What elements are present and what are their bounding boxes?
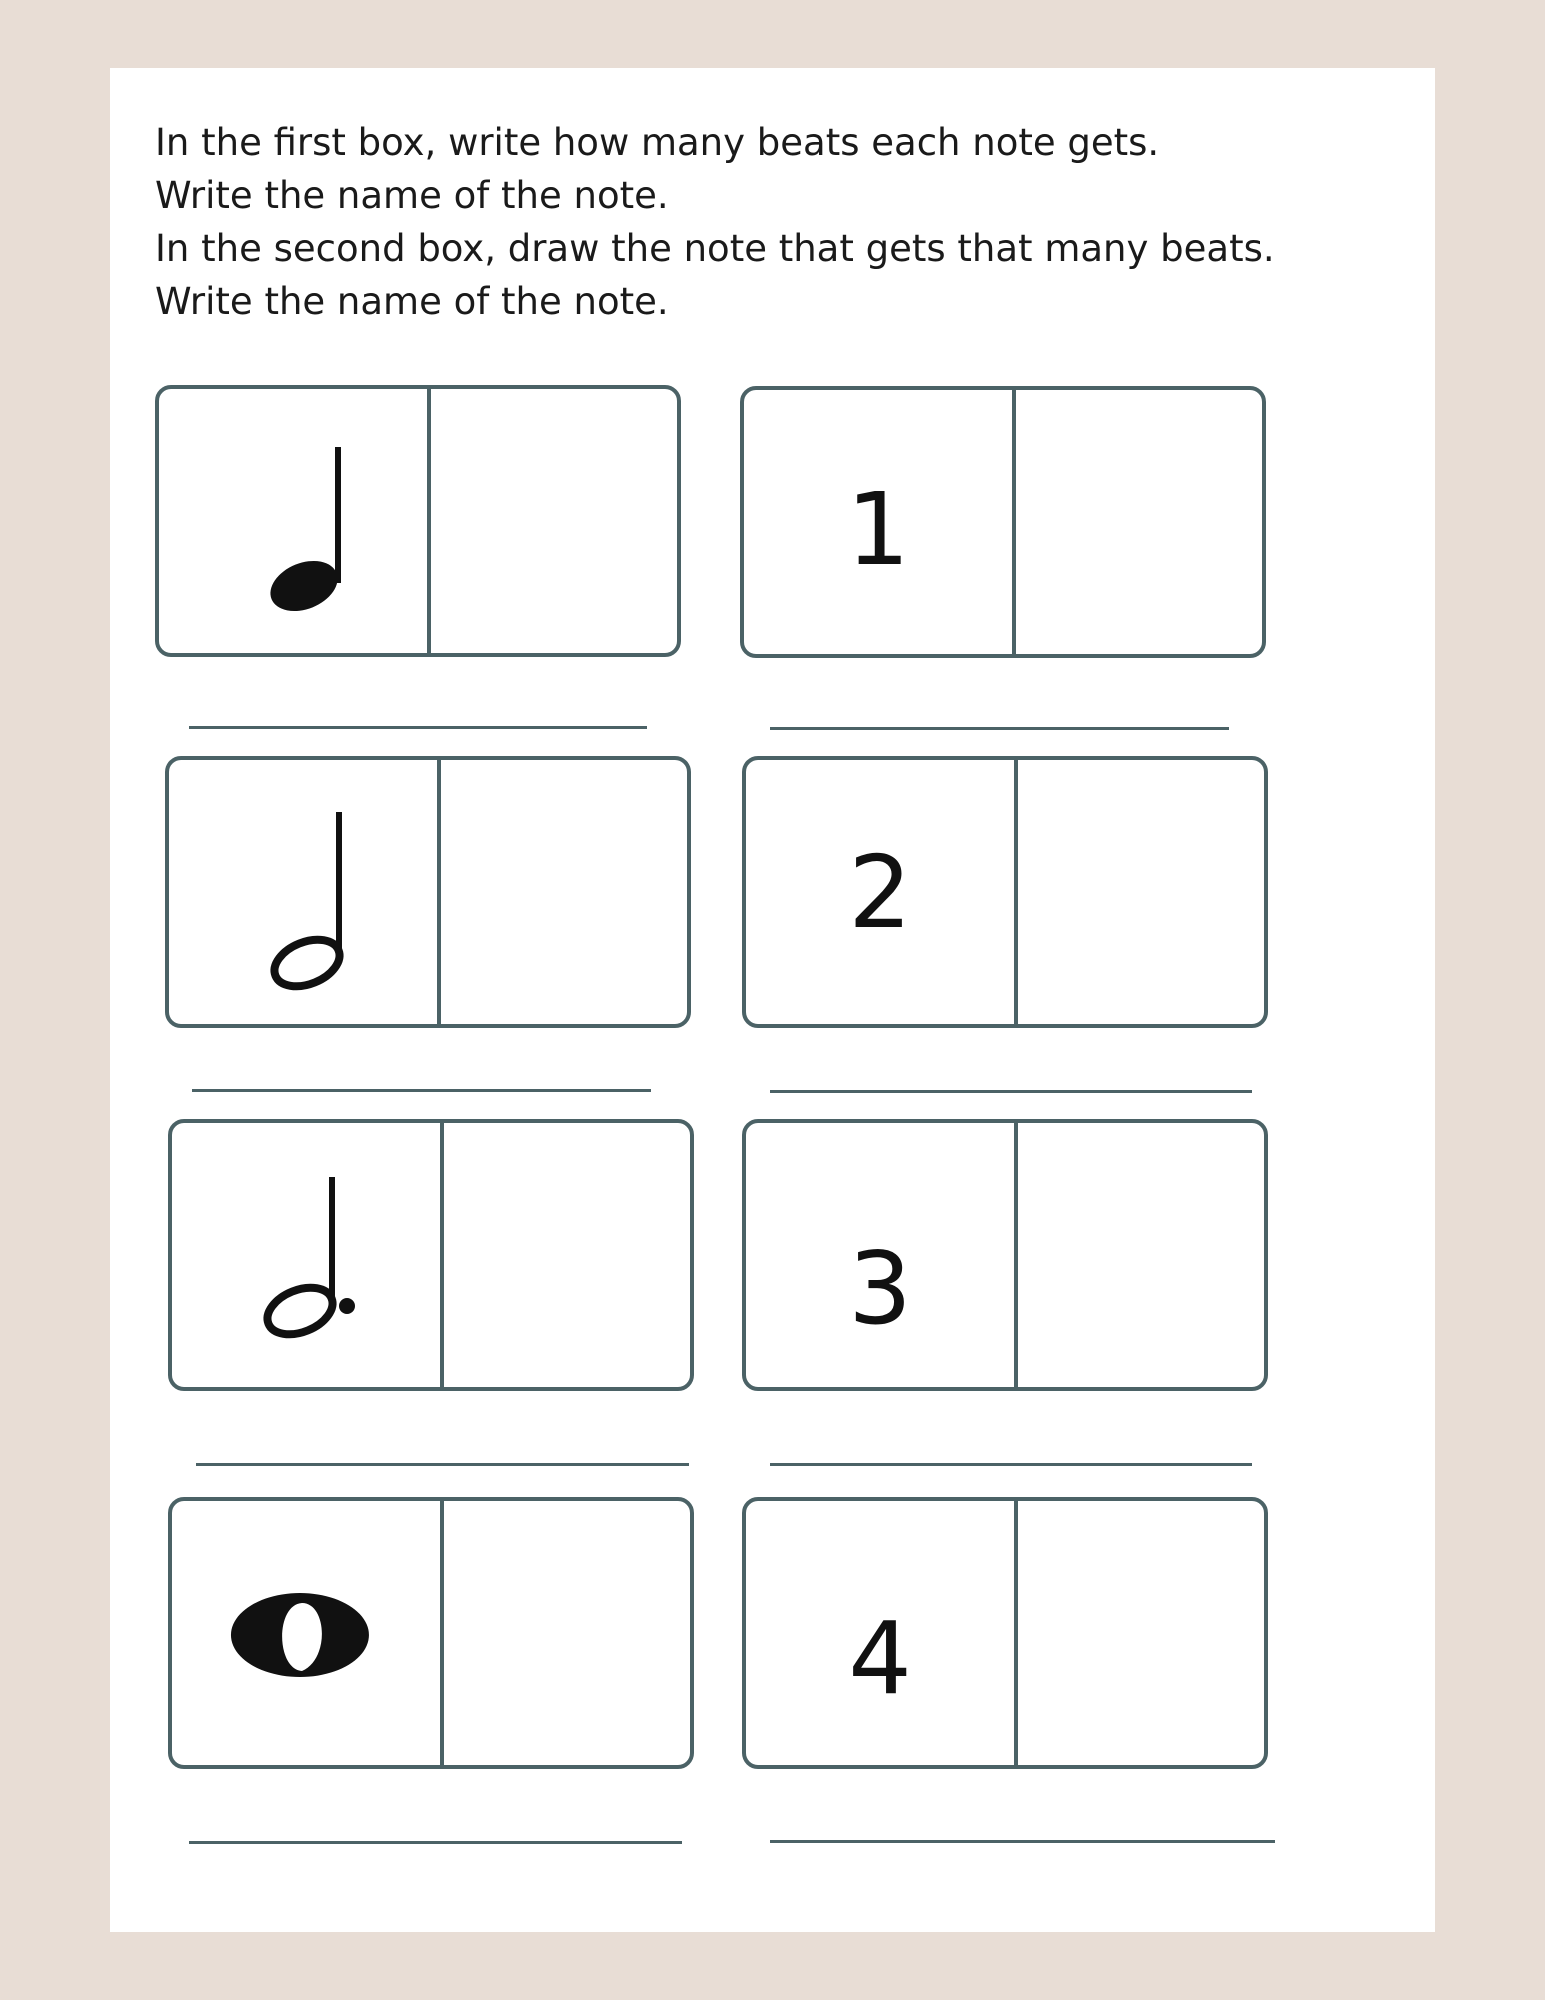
beats-answer-box[interactable] [444,1501,690,1765]
beats-cell [744,390,1012,654]
dotted-half-note-icon [172,1123,440,1395]
note-name-answer-line[interactable] [189,1841,682,1844]
domino-beats-3 [742,1119,1268,1391]
beats-number: 3 [848,1230,912,1347]
note-drawing-box[interactable] [1018,760,1264,1024]
quarter-note-icon [159,389,427,661]
beats-cell [746,1123,1014,1387]
note-cell [172,1501,440,1765]
beats-cell [746,760,1014,1024]
note-name-answer-line[interactable] [192,1089,651,1092]
note-drawing-box[interactable] [1018,1123,1264,1387]
domino-whole-note [168,1497,694,1769]
domino-quarter-note [155,385,681,657]
note-cell [159,389,427,653]
beats-answer-box[interactable] [431,389,677,653]
note-name-answer-line[interactable] [770,1840,1275,1843]
note-name-answer-line[interactable] [189,726,647,729]
note-drawing-box[interactable] [1018,1501,1264,1765]
instruction-line-2: Write the name of the note. [155,174,669,217]
worksheet-page [110,68,1435,1932]
note-name-answer-line[interactable] [770,1463,1252,1466]
note-name-answer-line[interactable] [770,727,1229,730]
instructions [155,116,1395,328]
beats-answer-box[interactable] [441,760,687,1024]
beats-number: 2 [848,834,912,951]
domino-beats-2 [742,756,1268,1028]
beats-cell [746,1501,1014,1765]
instruction-line-1: In the first box, write how many beats each note gets. [155,121,1160,164]
domino-half-note [165,756,691,1028]
domino-dotted-half-note [168,1119,694,1391]
note-name-answer-line[interactable] [770,1090,1252,1093]
half-note-icon [169,760,437,1032]
beats-number: 4 [848,1600,912,1717]
instruction-line-4: Write the name of the note. [155,280,669,323]
note-cell [172,1123,440,1387]
note-drawing-box[interactable] [1016,390,1262,654]
instruction-line-3: In the second box, draw the note that gets that many beats. [155,227,1275,270]
note-name-answer-line[interactable] [196,1463,689,1466]
domino-beats-4 [742,1497,1268,1769]
beats-number: 1 [846,471,910,588]
domino-beats-1 [740,386,1266,658]
note-cell [169,760,437,1024]
beats-answer-box[interactable] [444,1123,690,1387]
whole-note-icon [172,1501,440,1773]
